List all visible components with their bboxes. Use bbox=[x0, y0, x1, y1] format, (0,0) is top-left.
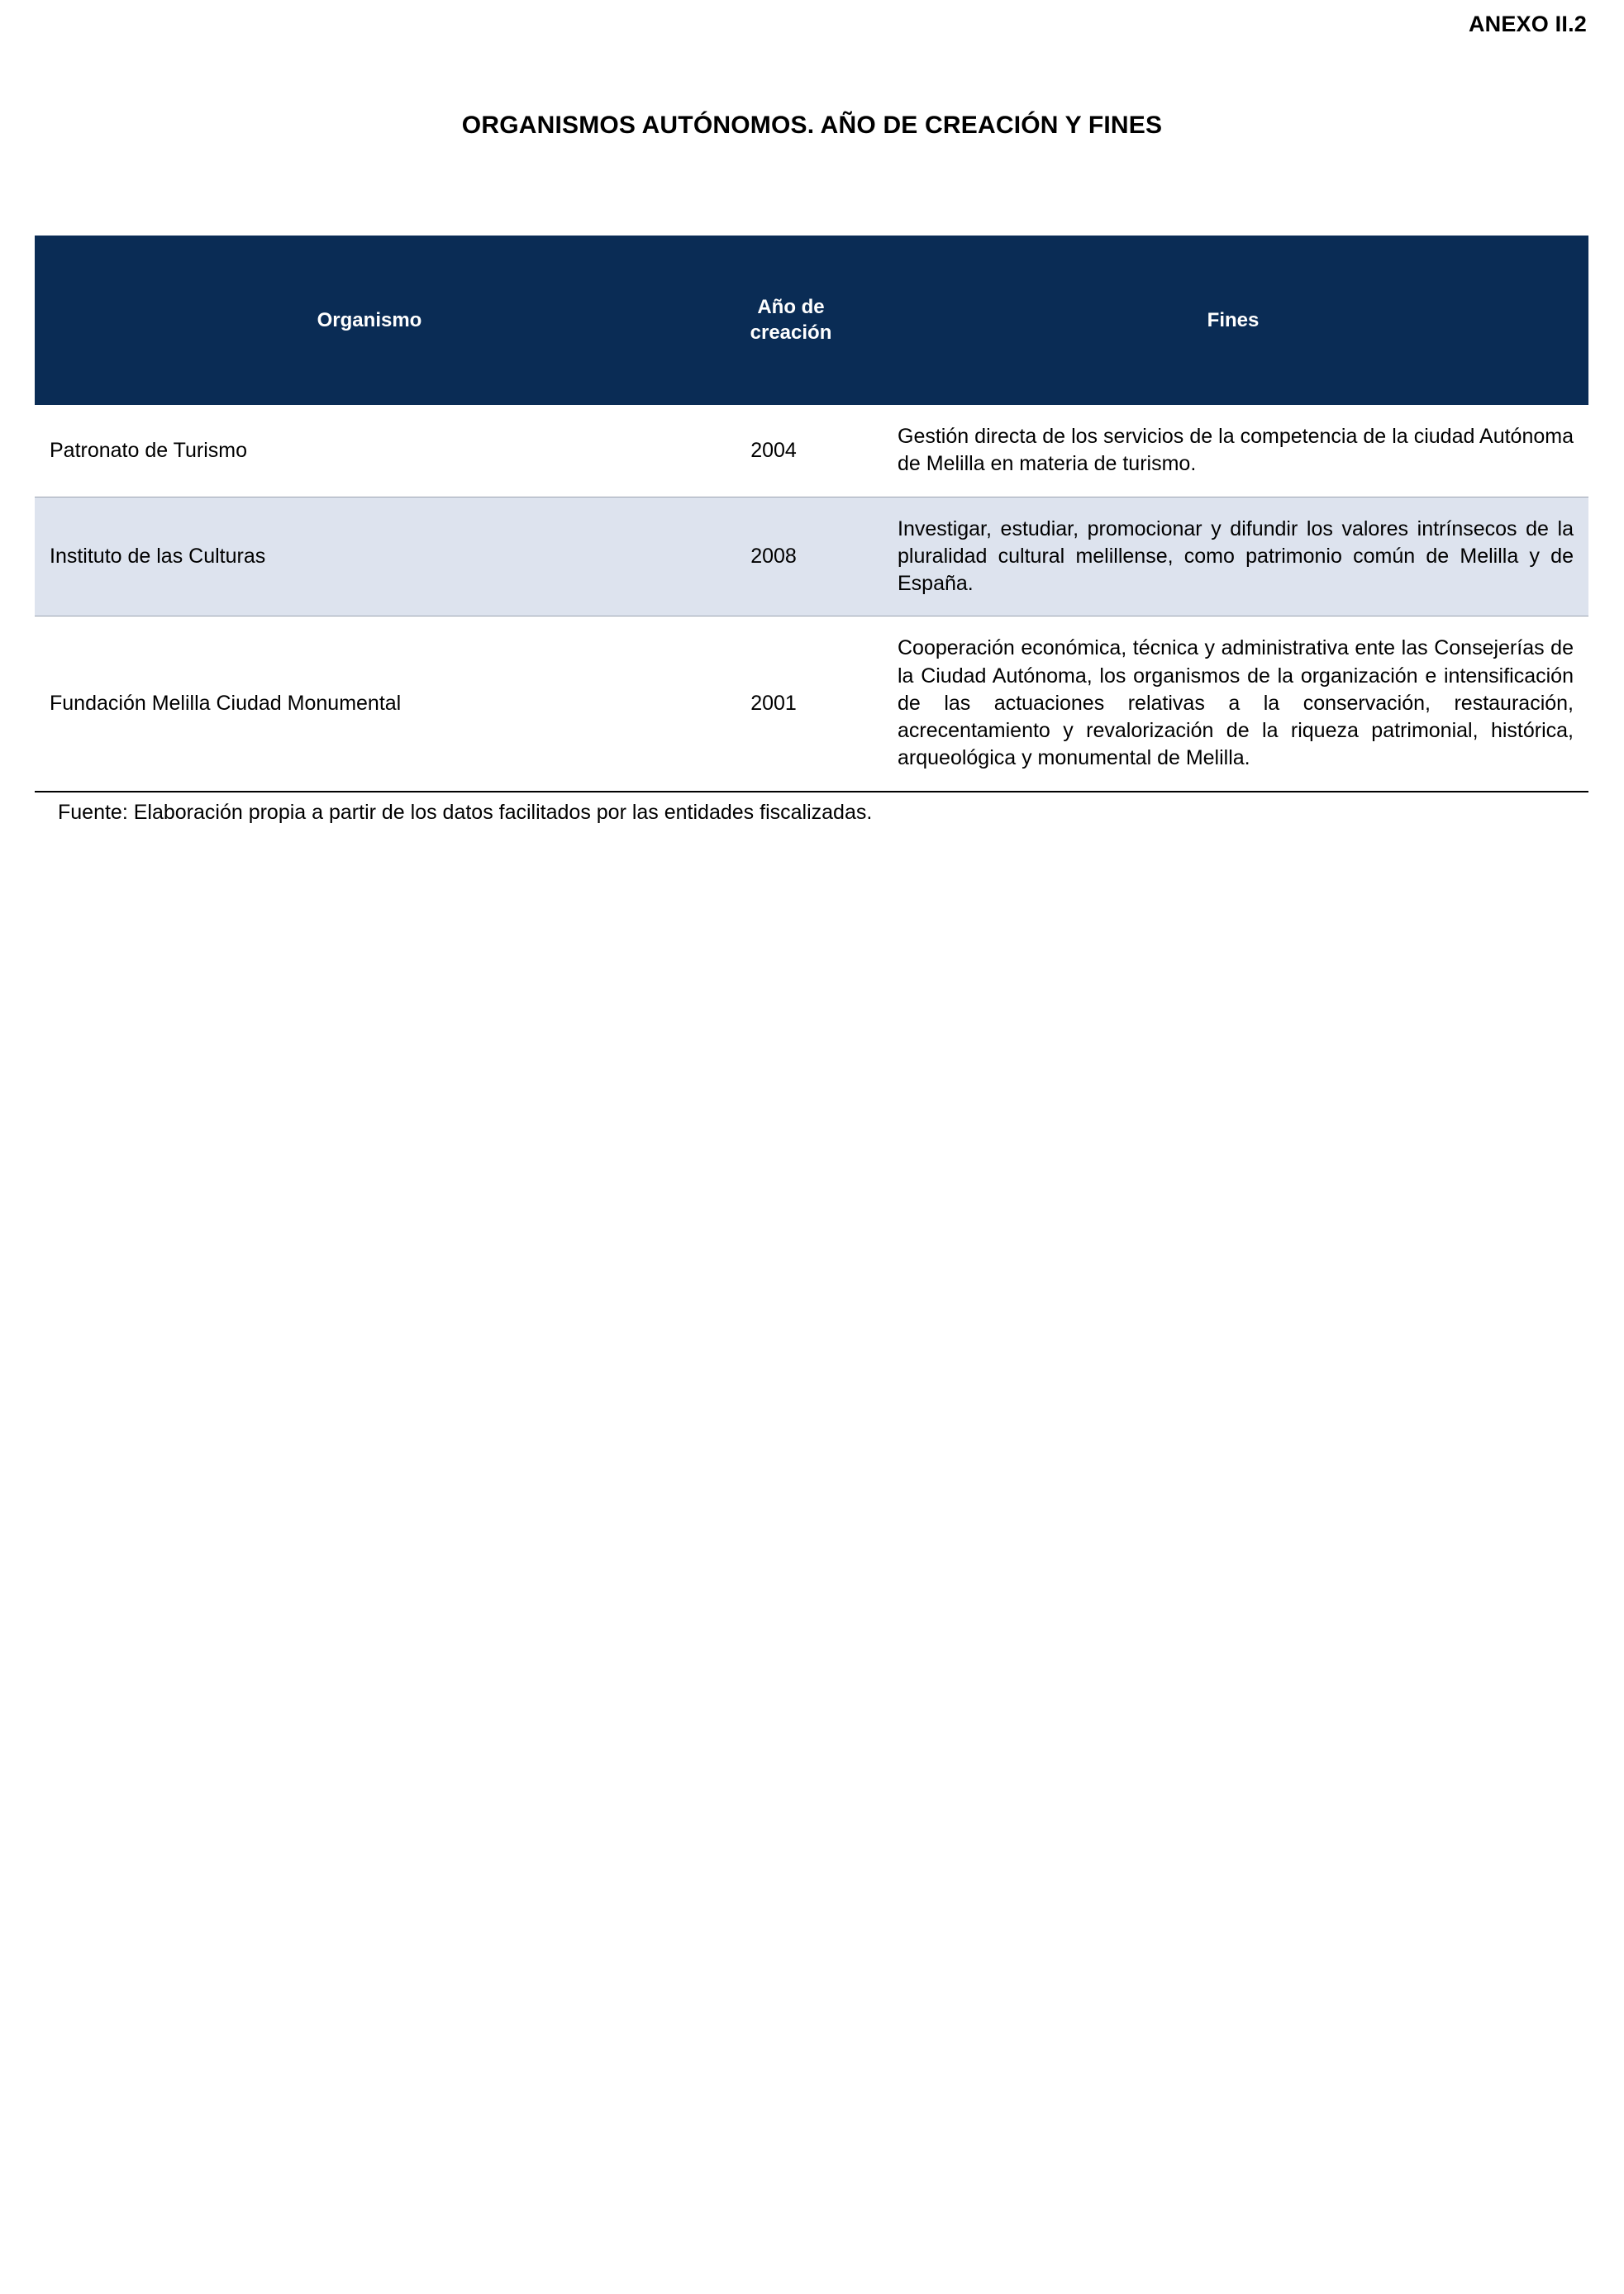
column-header-organismo: Organismo bbox=[35, 236, 704, 405]
table-row bbox=[35, 405, 1588, 497]
cell-organismo: Patronato de Turismo bbox=[50, 438, 248, 462]
cell-fines: Cooperación económica, técnica y administrativa ente las Consejerías de la Ciudad Autónoma, los organismos de la organización e intensificación de las actuaciones relativas a la conservación, restauración, acrecentamiento y revalorización de la riqueza patrimonial, histórica, arqueológica y monumental de Melilla. bbox=[898, 636, 1574, 770]
cell-organismo: Instituto de las Culturas bbox=[35, 497, 704, 616]
page-title: ORGANISMOS AUTÓNOMOS. AÑO DE CREACIÓN Y FINES bbox=[461, 112, 1163, 139]
column-header-fines: Fines bbox=[878, 236, 1588, 405]
organismos-table bbox=[35, 236, 1588, 791]
table-header bbox=[35, 236, 1588, 405]
table-body bbox=[35, 405, 1588, 791]
cell-anio: 2004 bbox=[750, 438, 797, 462]
table-row bbox=[35, 497, 1588, 616]
table-header-row bbox=[35, 236, 1588, 405]
table-container bbox=[35, 236, 1588, 825]
table-row bbox=[35, 616, 1588, 791]
column-header-anio-line1: Año de bbox=[757, 295, 825, 318]
cell-fines: Investigar, estudiar, promocionar y difundir los valores intrínsecos de la pluralidad cultural melillense, como patrimonio común de Melilla y de España. bbox=[878, 497, 1588, 616]
cell-anio: 2008 bbox=[704, 497, 878, 616]
cell-anio: 2001 bbox=[750, 691, 797, 715]
column-header-anio-line2: creación bbox=[750, 321, 832, 344]
source-note: Fuente: Elaboración propia a partir de los datos facilitados por las entidades fiscalizadas. bbox=[58, 800, 873, 824]
annex-label: ANEXO II.2 bbox=[1468, 12, 1587, 36]
cell-fines: Gestión directa de los servicios de la competencia de la ciudad Autónoma de Melilla en materia de turismo. bbox=[898, 425, 1574, 476]
table-bottom-rule bbox=[35, 791, 1588, 792]
column-header-anio-creacion bbox=[704, 236, 878, 405]
cell-organismo: Fundación Melilla Ciudad Monumental bbox=[50, 691, 402, 715]
